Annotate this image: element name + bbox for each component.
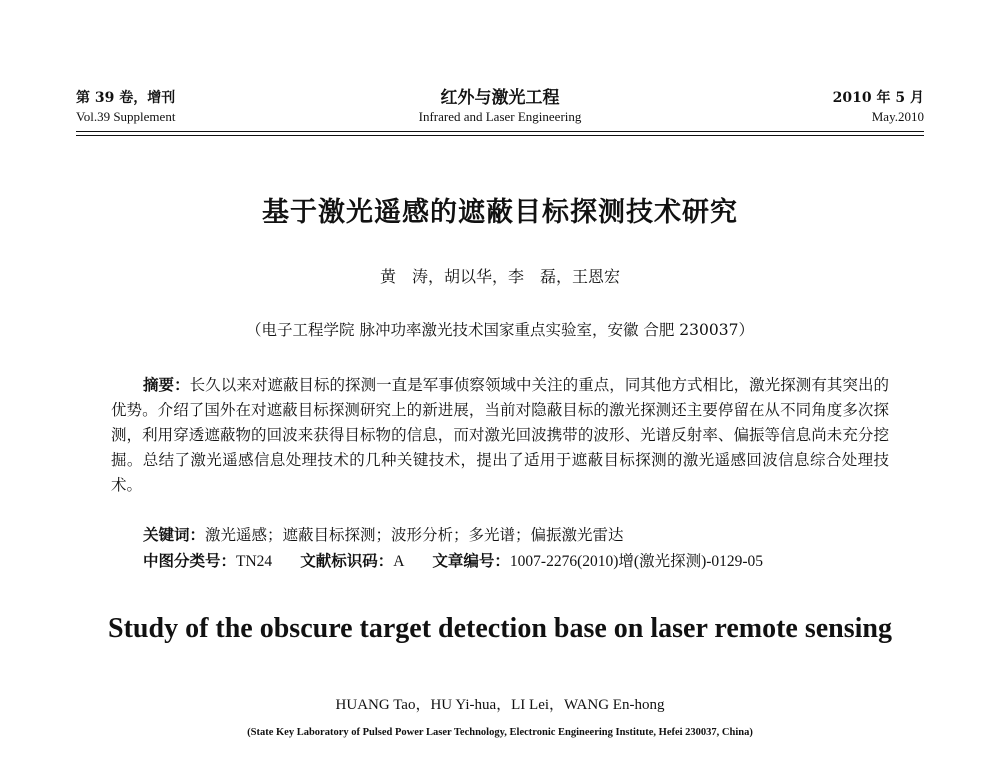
paper-title-en: Study of the obscure target detection base on laser remote sensing <box>108 613 892 644</box>
clc-value: TN24 <box>236 553 273 570</box>
header-volume-zh: 第 39 卷，增刊 <box>76 90 176 106</box>
classification-line <box>143 549 763 574</box>
doc-code-label: 文献标识码： <box>300 552 394 570</box>
header-rule-thick <box>76 131 924 132</box>
header-journal-zh: 红外与激光工程 <box>440 88 560 108</box>
article-number-value: 1007-2276(2010)增(激光探测)-0129-05 <box>509 553 764 570</box>
keywords-text: 激光遥感；遮蔽目标探测；波形分析；多光谱；偏振激光雷达 <box>205 526 624 544</box>
authors-zh: 黄 涛，胡以华，李 磊，王恩宏 <box>379 267 620 286</box>
abstract-label: 摘要： <box>143 376 190 394</box>
clc-label: 中图分类号： <box>143 552 237 570</box>
doc-code-value: A <box>393 553 405 570</box>
running-header <box>76 88 924 134</box>
header-journal <box>76 88 924 126</box>
affiliation-en: (State Key Laboratory of Pulsed Power Laser Technology, Electronic Engineering Institute, Hefei 230037, China) <box>247 727 753 738</box>
keywords-line <box>143 523 624 548</box>
keywords-label: 关键词： <box>143 526 206 544</box>
header-date-zh: 2010 年 5 月 <box>832 90 924 106</box>
affiliation-zh: （电子工程学院 脉冲功率激光技术国家重点实验室，安徽 合肥 230037） <box>246 321 754 339</box>
authors-en: HUANG Tao，HU Yi-hua，LI Lei，WANG En-hong <box>335 697 665 713</box>
abstract-paragraph <box>111 373 889 498</box>
header-date-en: May.2010 <box>871 109 924 124</box>
paper-title-zh: 基于激光遥感的遮蔽目标探测技术研究 <box>262 197 738 228</box>
article-number-label: 文章编号： <box>432 552 510 570</box>
abstract-zh <box>111 373 889 498</box>
header-volume-en: Vol.39 Supplement <box>76 109 176 124</box>
header-journal-en: Infrared and Laser Engineering <box>418 109 582 124</box>
header-date <box>833 88 924 126</box>
abstract-text: 长久以来对遮蔽目标的探测一直是军事侦察领域中关注的重点，同其他方式相比，激光探测有其突出的优势。介绍了国外在对遮蔽目标探测研究上的新进展，当前对隐蔽目标的激光探测还主要停留在从不同角度多次探测，利用穿透遮蔽物的回波来获得目标物的信息，而对激光回波携带的波形、光谱反射率、偏振等信息尚未充分挖掘。总结了激光遥感信息处理技术的几种关键技术，提出了适用于遮蔽目标探测的激光遥感回波信息综合处理技术。 <box>111 376 889 494</box>
header-rule-thin <box>76 135 924 136</box>
